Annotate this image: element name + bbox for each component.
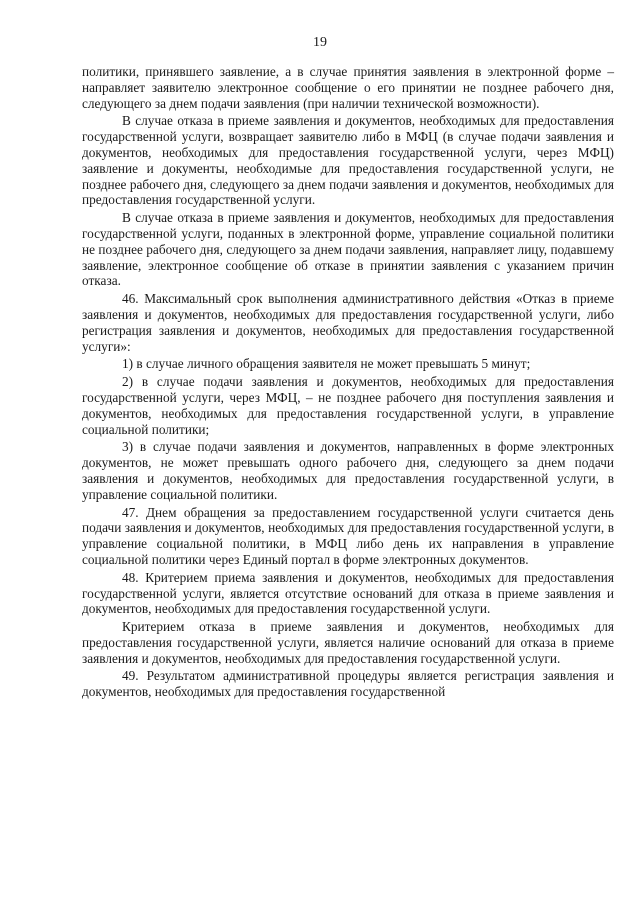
paragraph: 49. Результатом административной процедуры является регистрация заявления и документов, необходимых для предоставления государственной	[82, 668, 614, 700]
paragraph: 2) в случае подачи заявления и документов, необходимых для предоставления государственной услуги, через МФЦ, – не позднее рабочего дня поступления заявления и документов, необходимых для предоставления государственной услуги, в управление социальной политики;	[82, 374, 614, 437]
body-text	[82, 64, 614, 702]
page-number: 19	[313, 35, 327, 50]
paragraph: В случае отказа в приеме заявления и документов, необходимых для предоставления государственной услуги, поданных в электронной форме, управление социальной политики не позднее рабочего дня, следующего за днем подачи заявления, направляет лицу, подавшему заявление, электронное сообщение об отказе в принятии заявления с указанием причин отказа.	[82, 210, 614, 289]
paragraph: 48. Критерием приема заявления и документов, необходимых для предоставления государственной услуги, является отсутствие оснований для отказа в приеме заявления и документов, необходимых для предоставления государственной услуги.	[82, 569, 614, 617]
paragraph: политики, принявшего заявление, а в случае принятия заявления в электронной форме – направляет заявителю электронное сообщение о его принятии не позднее рабочего дня, следующего за днем подачи заявления (при наличии технической возможности).	[82, 64, 614, 111]
paragraph: Критерием отказа в приеме заявления и документов, необходимых для предоставления государственной услуги, является наличие оснований для отказа в приеме заявления и документов, необходимых для предоставления государственной услуги.	[82, 619, 614, 666]
paragraph: В случае отказа в приеме заявления и документов, необходимых для предоставления государственной услуги, возвращает заявителю либо в МФЦ (в случае подачи заявления и документов, необходимых для предоставления государственной услуги, через МФЦ) заявление и документы, необходимые для предоставления государственной услуги, не позднее рабочего дня, следующего за днем подачи заявления и документов, необходимых для предоставления государственной услуги.	[82, 113, 614, 208]
paragraph: 1) в случае личного обращения заявителя не может превышать 5 минут;	[122, 356, 531, 372]
paragraph: 46. Максимальный срок выполнения административного действия «Отказ в приеме заявления и документов, необходимых для предоставления государственной услуги, либо регистрация заявления и документов, необходимых для предоставления государственной услуги»:	[82, 291, 614, 354]
paragraph: 47. Днем обращения за предоставлением государственной услуги считается день подачи заявления и документов, необходимых для предоставления государственной услуги, в управление социальной политики, в МФЦ либо день их направления в управление социальной политики через Единый портал в форме электронных документов.	[82, 504, 614, 567]
paragraph: 3) в случае подачи заявления и документов, направленных в форме электронных документов, не может превышать одного рабочего дня, следующего за днем подачи заявления и документов, необходимых для предоставления государственной услуги, в управление социальной политики.	[82, 439, 614, 502]
